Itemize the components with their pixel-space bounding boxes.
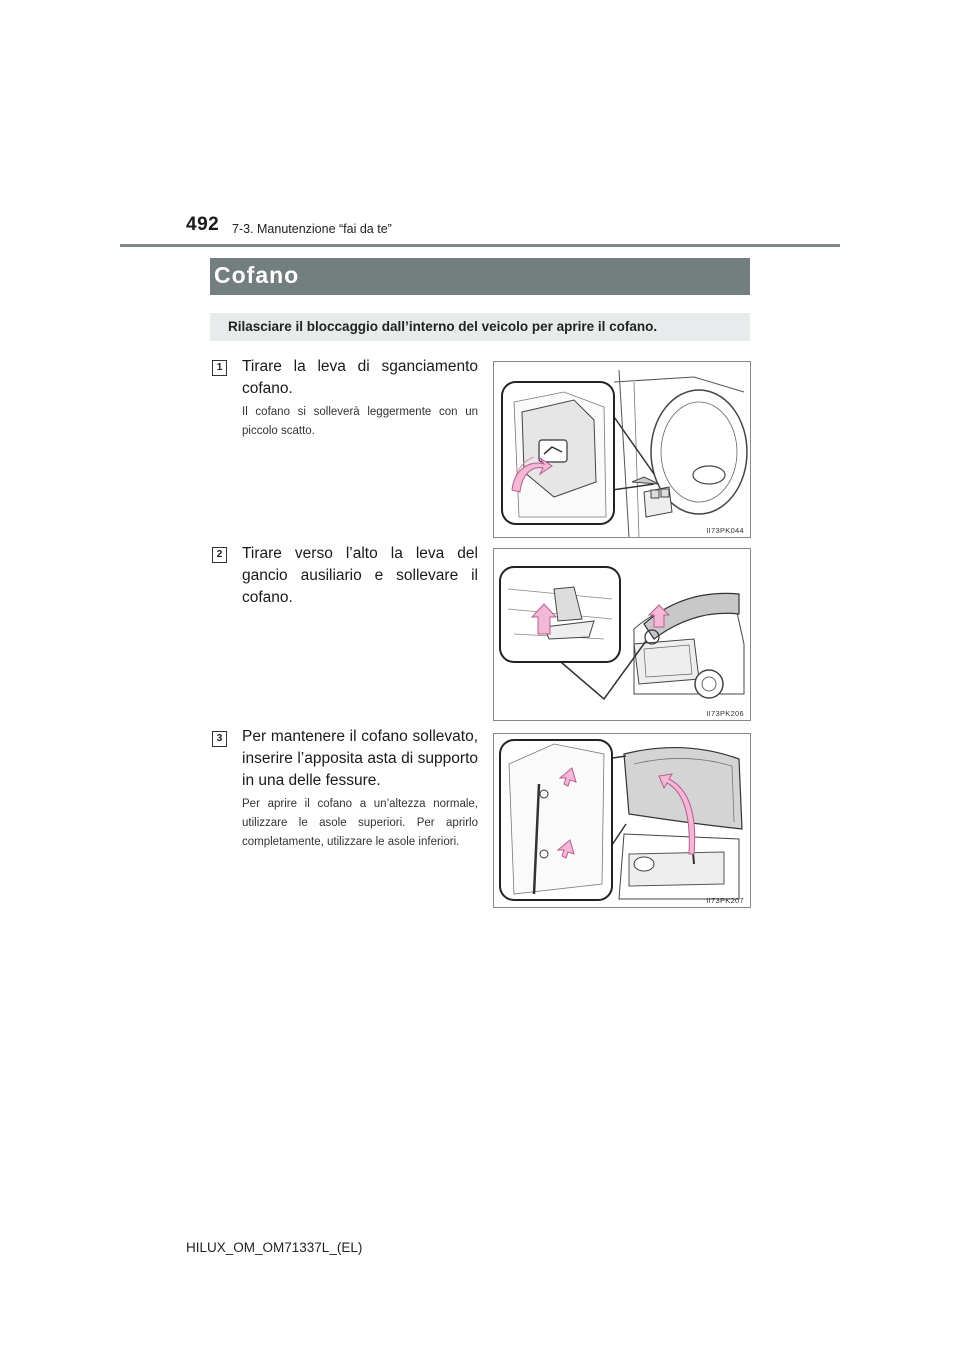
intro-text: Rilasciare il bloccaggio dall’interno del veicolo per aprire il cofano.	[228, 319, 658, 334]
auxiliary-catch-illustration	[494, 549, 750, 720]
intro-box	[210, 313, 750, 341]
support-rod-illustration	[494, 734, 750, 907]
step-1-text: Tirare la leva di sganciamento cofano.	[242, 358, 478, 397]
header-rule	[120, 244, 840, 247]
page-title: Cofano	[214, 262, 300, 288]
step-number-3: 3	[212, 731, 227, 747]
figure-code-3: II73PK207	[706, 896, 744, 905]
figure-hood-release-lever	[493, 361, 751, 538]
title-bar	[210, 258, 750, 295]
step-2-text: Tirare verso l’alto la leva del gancio ausiliario e sollevare il cofano.	[242, 545, 478, 606]
figure-code-2: II73PK206	[706, 709, 744, 718]
figure-code-1: II73PK044	[706, 526, 744, 535]
raised-hood	[624, 748, 742, 829]
step-number-1: 1	[212, 360, 227, 376]
step-number-2: 2	[212, 547, 227, 563]
figure-auxiliary-catch	[493, 548, 751, 721]
page-number: 492	[186, 214, 220, 235]
figure-support-rod	[493, 733, 751, 908]
hood-release-icon	[539, 440, 567, 462]
step-3-note: Per aprire il cofano a un’altezza normale, utilizzare le asole superiori. Per aprirlo completamente, utilizzare le asole inferiori.	[242, 798, 478, 848]
step-3-text: Per mantenere il cofano sollevato, inserire l’apposita asta di supporto in una delle fessure.	[242, 728, 478, 789]
hood-release-illustration	[494, 362, 750, 537]
step-1-note: Il cofano si solleverà leggermente con un piccolo scatto.	[242, 406, 478, 437]
section-label: 7-3. Manutenzione “fai da te”	[232, 222, 392, 236]
document-code: HILUX_OM_OM71337L_(EL)	[186, 1240, 363, 1255]
